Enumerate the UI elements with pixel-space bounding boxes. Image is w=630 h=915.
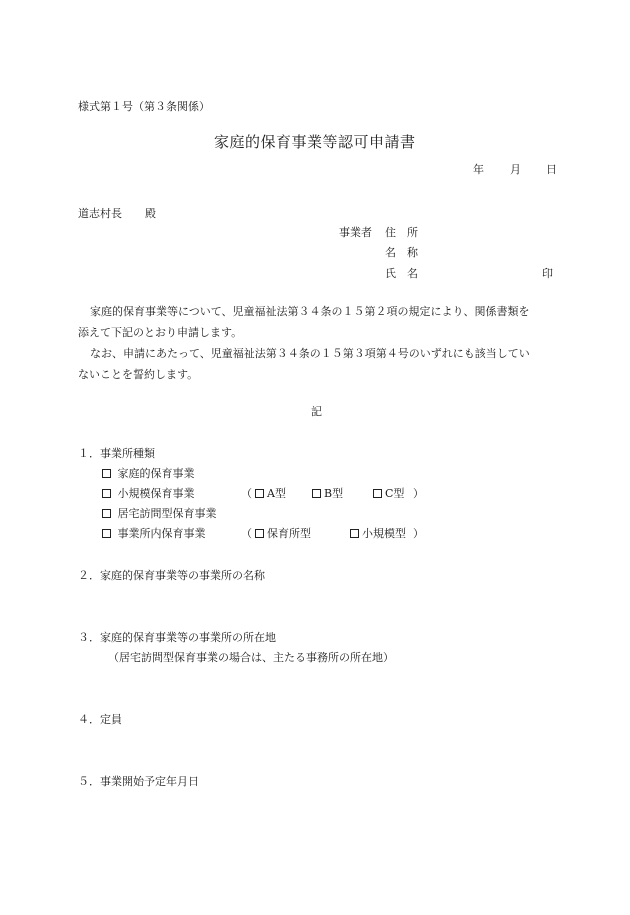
section-3-note: （居宅訪問型保育事業の場合は、主たる事務所の所在地）: [108, 651, 394, 664]
option-type-a[interactable]: [255, 487, 286, 501]
date-month: 月: [510, 163, 521, 176]
option-family-daycare-label: 家庭的保育事業: [117, 467, 195, 480]
addressee-honorific: 殿: [145, 207, 156, 220]
checkbox-small-scale-daycare[interactable]: [102, 489, 111, 498]
small-scale-close-paren: ）: [413, 487, 424, 500]
checkbox-type-a[interactable]: [255, 489, 264, 498]
in-house-close-paren: ）: [413, 527, 424, 540]
ki-heading: 記: [311, 405, 322, 418]
corporate-name-label: 名 称: [385, 246, 418, 259]
option-small-scale-daycare-label: 小規模保育事業: [117, 487, 195, 500]
seal-mark: 印: [542, 267, 553, 280]
section-4-heading: ４．定員: [78, 713, 122, 726]
addressee-name: 道志村長: [78, 207, 122, 220]
section-2-heading: ２．家庭的保育事業等の事業所の名称: [78, 569, 265, 582]
checkbox-in-house-daycare[interactable]: [102, 529, 111, 538]
body-text-line-2: 添えて下記のとおり申請します。: [78, 326, 243, 339]
option-small-scale-type-label: 小規模型: [362, 527, 406, 540]
section-1-heading: １．事業所種類: [78, 447, 155, 460]
checkbox-nursery-type[interactable]: [255, 529, 264, 538]
option-type-a-label: A型: [267, 487, 286, 500]
checkbox-small-scale-type[interactable]: [350, 529, 359, 538]
checkbox-family-daycare[interactable]: [102, 469, 111, 478]
checkbox-type-b[interactable]: [312, 489, 321, 498]
option-type-c[interactable]: [373, 487, 404, 501]
body-text-line-1: 家庭的保育事業等について、児童福祉法第３４条の１５第２項の規定により、関係書類を: [90, 305, 530, 318]
option-family-daycare[interactable]: [102, 467, 195, 481]
option-home-visit-daycare-label: 居宅訪問型保育事業: [117, 507, 217, 520]
option-type-c-label: C型: [385, 487, 405, 500]
option-home-visit-daycare[interactable]: [102, 507, 217, 521]
option-small-scale-daycare[interactable]: [102, 487, 195, 501]
option-in-house-daycare-label: 事業所内保育事業: [117, 527, 206, 540]
small-scale-open-paren: （: [241, 487, 252, 500]
applicant-label: 事業者: [339, 226, 372, 239]
option-nursery-type[interactable]: [255, 527, 311, 541]
option-type-b-label: B型: [324, 487, 344, 500]
date-year: 年: [473, 163, 484, 176]
form-number: 様式第１号（第３条関係）: [78, 100, 210, 113]
body-text-line-4: ないことを誓約します。: [78, 368, 199, 381]
option-nursery-type-label: 保育所型: [267, 527, 311, 540]
section-3-heading: ３．家庭的保育事業等の事業所の所在地: [78, 631, 276, 644]
in-house-open-paren: （: [241, 527, 252, 540]
checkbox-home-visit-daycare[interactable]: [102, 509, 111, 518]
checkbox-type-c[interactable]: [373, 489, 382, 498]
address-label: 住 所: [385, 226, 418, 239]
section-5-heading: ５．事業開始予定年月日: [78, 775, 199, 788]
option-small-scale-type[interactable]: [350, 527, 406, 541]
option-in-house-daycare[interactable]: [102, 527, 206, 541]
option-type-b[interactable]: [312, 487, 343, 501]
form-title: 家庭的保育事業等認可申請書: [214, 133, 416, 151]
person-name-label: 氏 名: [385, 267, 418, 280]
date-day: 日: [546, 163, 557, 176]
body-text-line-3: なお、申請にあたって、児童福祉法第３４条の１５第３項第４号のいずれにも該当してい: [90, 347, 530, 360]
